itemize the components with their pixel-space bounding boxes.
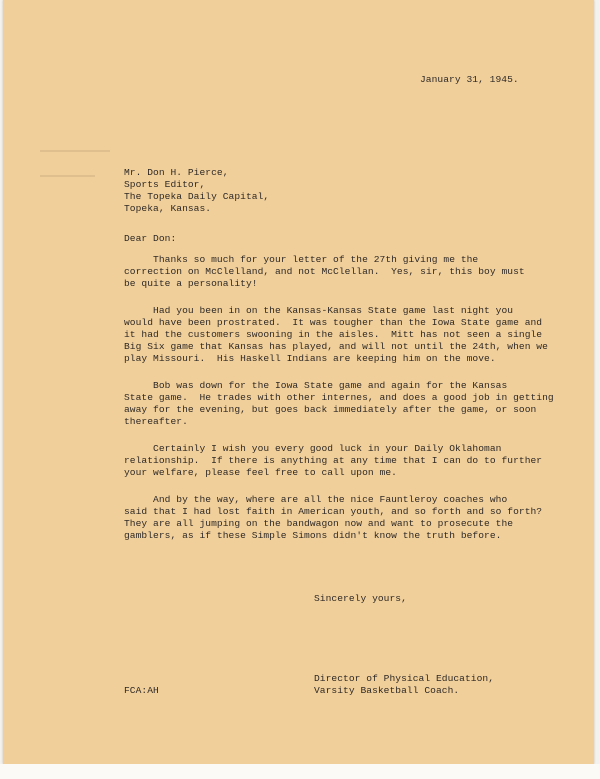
body-line: They are all jumping on the bandwagon now and want to prosecute the <box>124 518 514 529</box>
recipient-line: The Topeka Daily Capital, <box>124 191 270 202</box>
body-line: thereafter. <box>124 416 188 427</box>
body-line: gamblers, as if these Simple Simons didn't know the truth before. <box>124 530 502 541</box>
typist-initials: FCA:AH <box>124 685 159 696</box>
salutation: Dear Don: <box>124 233 177 244</box>
body-line: relationship. If there is anything at any time that I can do to further <box>124 455 543 466</box>
scan-margin <box>0 764 600 779</box>
recipient-line: Mr. Don H. Pierce, <box>124 167 229 178</box>
closing: Sincerely yours, <box>314 593 407 604</box>
body-line: would have been prostrated. It was tougher than the Iowa State game and <box>124 317 543 328</box>
body-line: State game. He trades with other internes, and does a good job in getting <box>124 392 554 403</box>
bleed-through-mark <box>40 175 95 177</box>
signature-title-line: Director of Physical Education, <box>314 673 495 684</box>
body-line: away for the evening, but goes back immediately after the game, or soon <box>124 404 537 415</box>
body-line: Bob was down for the Iowa State game and again for the Kansas <box>124 380 508 391</box>
recipient-line: Sports Editor, <box>124 179 206 190</box>
signature-title-line: Varsity Basketball Coach. <box>314 685 460 696</box>
body-line: Had you been in on the Kansas-Kansas State game last night you <box>124 305 514 316</box>
letter-date: January 31, 1945. <box>420 74 519 85</box>
body-line: Certainly I wish you every good luck in your Daily Oklahoman <box>124 443 502 454</box>
body-line: play Missouri. His Haskell Indians are keeping him on the move. <box>124 353 496 364</box>
body-line: And by the way, where are all the nice Fauntleroy coaches who <box>124 494 508 505</box>
body-line: be quite a personality! <box>124 278 258 289</box>
recipient-line: Topeka, Kansas. <box>124 203 212 214</box>
body-line: said that I had lost faith in American youth, and so forth and so forth? <box>124 506 543 517</box>
body-line: your welfare, please feel free to call upon me. <box>124 467 397 478</box>
body-line: it had the customers swooning in the aisles. Mitt has not seen a single <box>124 329 543 340</box>
bleed-through-mark <box>40 150 110 152</box>
body-line: correction on McClelland, and not McClellan. Yes, sir, this boy must <box>124 266 525 277</box>
body-line: Thanks so much for your letter of the 27th giving me the <box>124 254 479 265</box>
body-line: Big Six game that Kansas has played, and will not until the 24th, when we <box>124 341 548 352</box>
